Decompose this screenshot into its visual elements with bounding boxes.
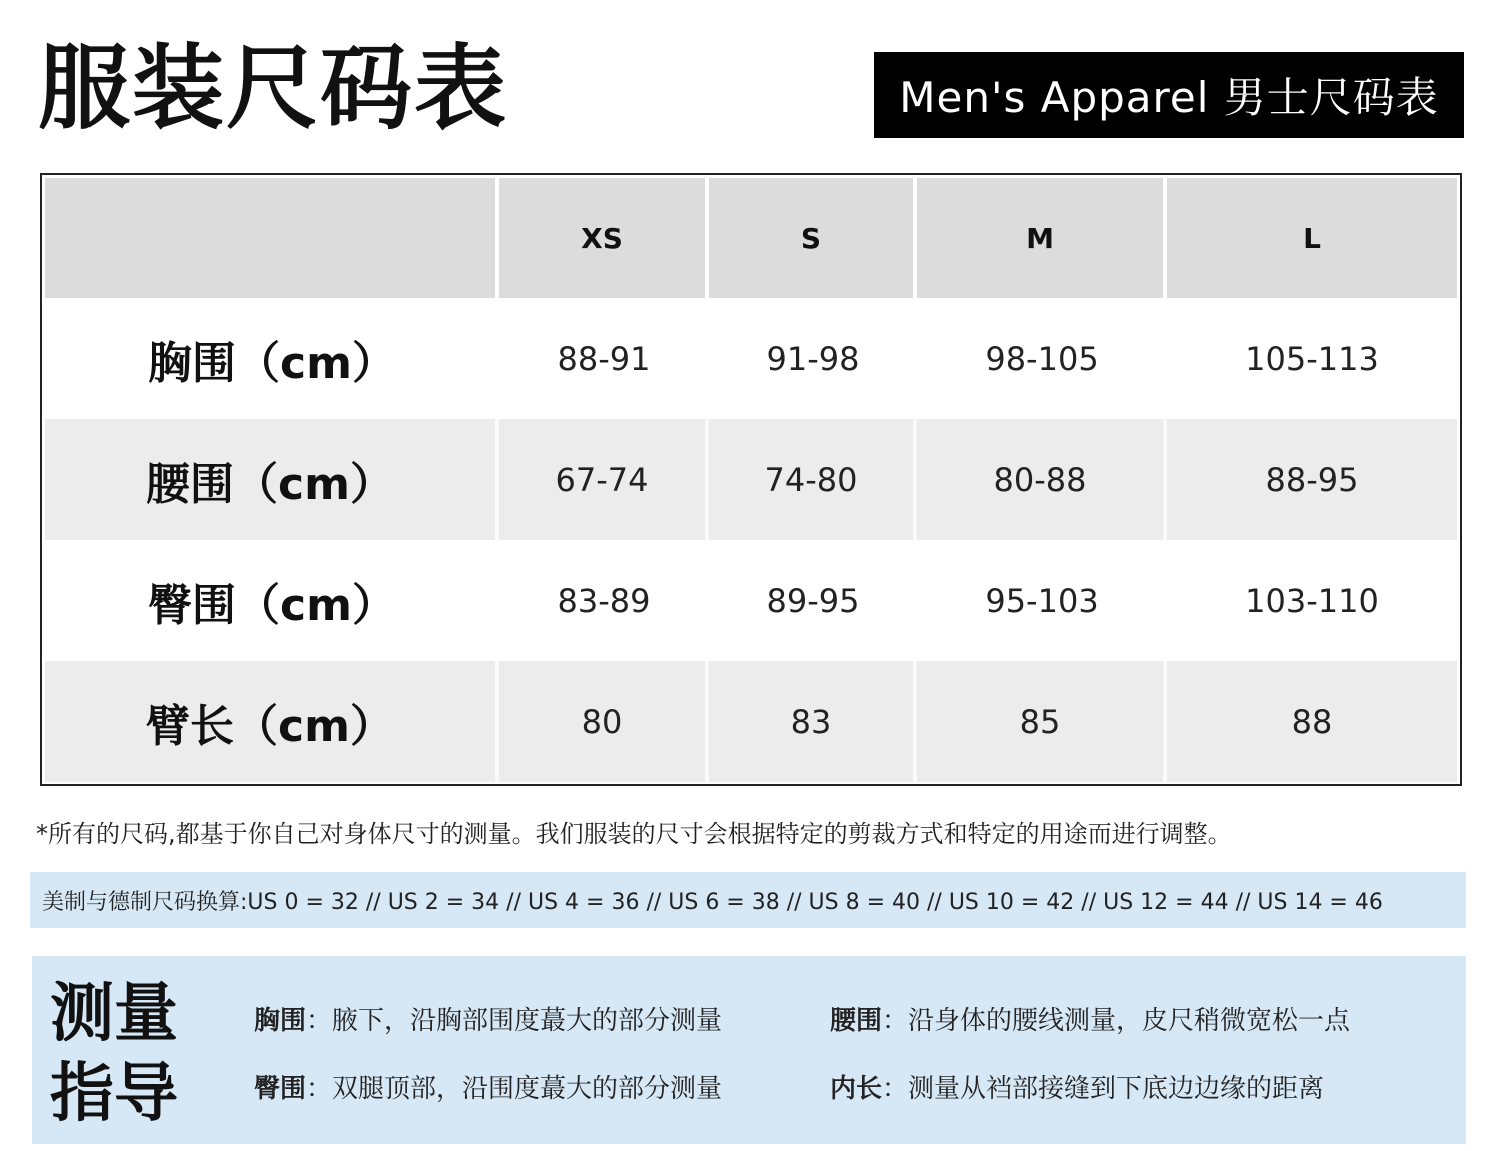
table-cell: 91-98 [709,298,917,419]
measurement-note: *所有的尺码,都基于你自己对身体尺寸的测量。我们服装的尺寸会根据特定的剪裁方式和特定的用途而进行调整。 [36,820,1232,848]
table-cell: 105-113 [1167,298,1457,419]
guide-title [50,974,178,1134]
guide-item-key: 腰围 [830,1006,883,1036]
header-cell-l: L [1167,178,1457,298]
table-header-row [45,178,1457,298]
guide-item-inseam [830,1068,1324,1105]
table-cell: 98-105 [917,298,1167,419]
table-cell: 88 [1167,661,1457,782]
table-cell: 95-103 [917,540,1167,661]
size-table-container [40,173,1462,786]
table-row-arm-length [45,661,1457,782]
row-label: 臂长（cm） [45,661,499,782]
size-table [45,178,1457,782]
guide-item-text: 双腿顶部，沿围度蕞大的部分测量 [332,1074,723,1104]
table-cell: 89-95 [709,540,917,661]
guide-title-line-1: 测量 [50,977,178,1051]
table-cell: 80 [499,661,709,782]
row-label: 胸围（cm） [45,298,499,419]
guide-item-chest [254,1000,722,1037]
guide-title-line-2: 指导 [50,1057,178,1131]
table-row-hip [45,540,1457,661]
guide-item-separator: ： [882,1074,909,1104]
header-cell-xs: XS [499,178,709,298]
header-cell-m: M [917,178,1167,298]
guide-item-text: 腋下，沿胸部围度蕞大的部分测量 [332,1006,723,1036]
table-cell: 67-74 [499,419,709,540]
guide-item-separator: ： [882,1006,909,1036]
row-label: 臀围（cm） [45,540,499,661]
guide-item-text: 沿身体的腰线测量，皮尺稍微宽松一点 [908,1006,1351,1036]
guide-item-key: 臀围 [254,1074,307,1104]
table-cell: 88-95 [1167,419,1457,540]
mens-apparel-badge: Men's Apparel 男士尺码表 [874,52,1464,138]
row-label: 腰围（cm） [45,419,499,540]
page-title: 服装尺码表 [38,35,509,142]
table-cell: 80-88 [917,419,1167,540]
table-row-chest [45,298,1457,419]
table-cell: 74-80 [709,419,917,540]
table-row-waist [45,419,1457,540]
table-cell: 88-91 [499,298,709,419]
guide-item-separator: ： [306,1006,333,1036]
guide-item-waist [830,1000,1350,1037]
table-cell: 85 [917,661,1167,782]
guide-item-separator: ： [306,1074,333,1104]
header-cell-blank [45,178,499,298]
guide-item-hip [254,1068,722,1105]
measurement-guide [32,956,1466,1144]
table-cell: 83-89 [499,540,709,661]
guide-item-text: 测量从裆部接缝到下底边边缘的距离 [908,1074,1325,1104]
header-cell-s: S [709,178,917,298]
table-cell: 103-110 [1167,540,1457,661]
size-conversion-text: 美制与德制尺码换算:US 0 = 32 // US 2 = 34 // US 4 = 36 // US 6 = 38 // US 8 = 40 // US 10 = 42 // US 12 = 44 // US 14 = 46 [42,889,1383,915]
table-cell: 83 [709,661,917,782]
guide-item-key: 内长 [830,1074,883,1104]
size-conversion-bar [30,872,1466,928]
guide-item-key: 胸围 [254,1006,307,1036]
